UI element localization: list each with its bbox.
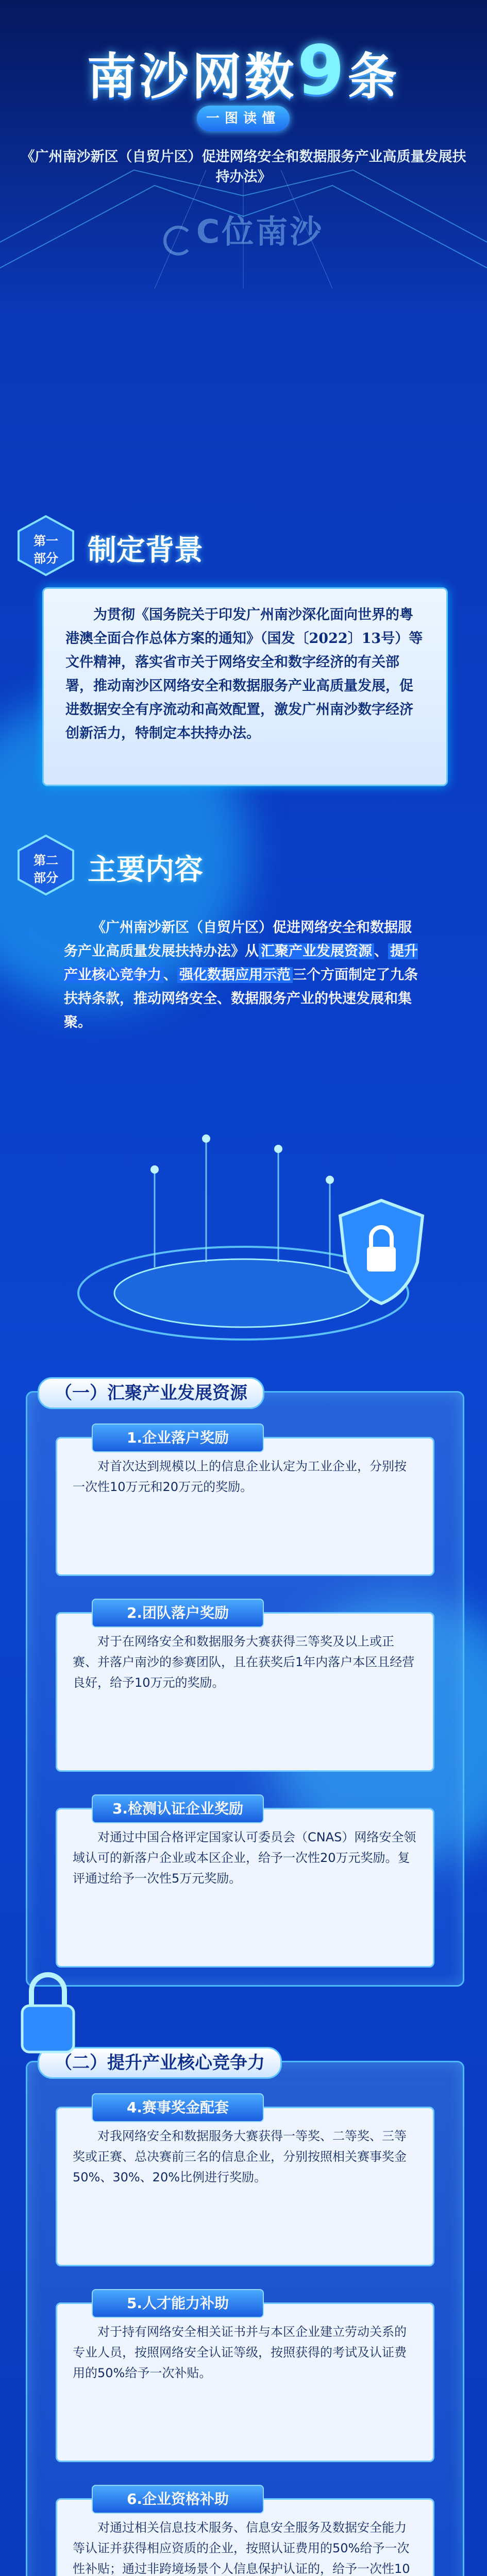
section-badge [15,835,76,895]
policy-subtitle: 《广州南沙新区（自贸片区）促进网络安全和数据服务产业高质量发展扶持办法》 [21,149,466,185]
header [0,0,487,289]
policy-item-tab: 5.人才能力补助 [92,2289,264,2318]
badge-bottom-text: 部分 [33,871,58,885]
policy-item-tab: 6.企业资格补助 [92,2485,264,2514]
policy-item-tab: 2.团队落户奖励 [92,1599,264,1628]
logo [0,206,487,256]
panel-industry-resources [26,1383,464,1987]
c-logo-icon [163,226,193,256]
title-text: 南沙网数 [87,48,297,106]
lock-icon [2,1959,94,2062]
panel-core-competitiveness [26,2053,464,2576]
section-1-header [0,515,487,582]
policy-item-text: 对通过中国合格评定国家认可委员会（CNAS）网络安全领域认可的新落户企业或本区企业，给予一次性20万元奖励。复评通过给予一次性5万元奖励。 [73,1830,416,1886]
page-title [0,31,487,110]
policy-item-text: 对于在网络安全和数据服务大赛获得三等奖及以上或正赛、并落户南沙的参赛团队，且在获奖后1年内落户本区且经营良好，给予10万元的奖励。 [73,1634,415,1690]
logo-text: C位南沙 [196,213,324,250]
separator: 、 [163,967,177,983]
policy-item-tab: 1.企业落户奖励 [92,1423,264,1452]
section-title: 主要内容 [88,853,203,887]
policy-item-tab: 3.检测认证企业奖励 [92,1794,264,1823]
intro-text: 三个方面制定了九条扶持条款，推动网络安全、数据服务产业的快速发展和集聚。 [64,967,418,1030]
section-2-header [0,835,487,902]
background-card [42,587,448,786]
title-suffix: 条 [347,48,400,106]
policy-item-box [56,2107,434,2266]
shield-icon [330,1195,433,1309]
policy-item [56,1794,434,1970]
highlight: 汇聚产业发展资源 [259,943,374,959]
policy-item [56,1599,434,1774]
policy-item [56,2289,434,2464]
separator: 、 [374,943,388,959]
summary-pill: 一图读懂 [197,106,290,131]
policy-item [56,1423,434,1578]
title-number: 9 [297,31,348,110]
policy-item-box [56,1612,434,1772]
policy-item-text: 对通过相关信息技术服务、信息安全服务及数据安全能力等认证并获得相应资质的企业，按照认证费用的50%给予一次性补贴；通过非跨境场景个人信息保护认证的，给予一次性10 [73,2520,410,2576]
policy-item-box [56,2302,434,2462]
intro-text: 《广州南沙新区（自贸片区）促进网络安全和数据服务产业高质量发展扶持办法》从 [64,920,412,959]
policy-item-text: 对首次达到规模以上的信息企业认定为工业企业，分别按一次性10万元和20万元的奖励。 [73,1459,407,1494]
panel-title: （二）提升产业核心竞争力 [38,2047,282,2079]
badge-bottom-text: 部分 [33,551,58,566]
badge-top-text: 第一 [33,534,58,548]
policy-item-tab: 4.赛事奖金配套 [92,2093,264,2122]
content-intro-text [42,907,445,1044]
policy-item-text: 对于持有网络安全相关证书并与本区企业建立劳动关系的专业人员，按照网络安全认证等级，按照获得的考试及认证费用的50%给予一次补贴。 [73,2325,407,2380]
panel-title: （一）汇聚产业发展资源 [38,1377,264,1409]
section-title: 制定背景 [88,534,203,567]
highlight: 强化数据应用示范 [177,967,293,983]
background-text: 为贯彻《国务院关于印发广州南沙深化面向世界的粤港澳全面合作总体方案的通知》（国发〔2022〕13号）等文件精神，落实省市关于网络安全和数字经济的有关部署，推动南沙区网络安全和数据服务产业高质量发展，促进数据安全有序流动和高效配置，激发广州南沙数字经济创新活力，特制定本扶持办法。 [65,607,423,741]
badge-top-text: 第二 [33,853,58,868]
highlight: 提升产业核心竞争力 [64,943,418,983]
policy-item-text: 对我网络安全和数据服务大赛获得一等奖、二等奖、三等奖或正赛、总决赛前三名的信息企业，分别按照相关赛事奖金50%、30%、20%比例进行奖励。 [73,2129,407,2184]
policy-item [56,2093,434,2268]
section-badge [15,515,76,576]
policy-item-box [56,1808,434,1968]
content-intro [42,907,445,1061]
policy-item-box [56,1437,434,1576]
policy-item [56,2485,434,2576]
